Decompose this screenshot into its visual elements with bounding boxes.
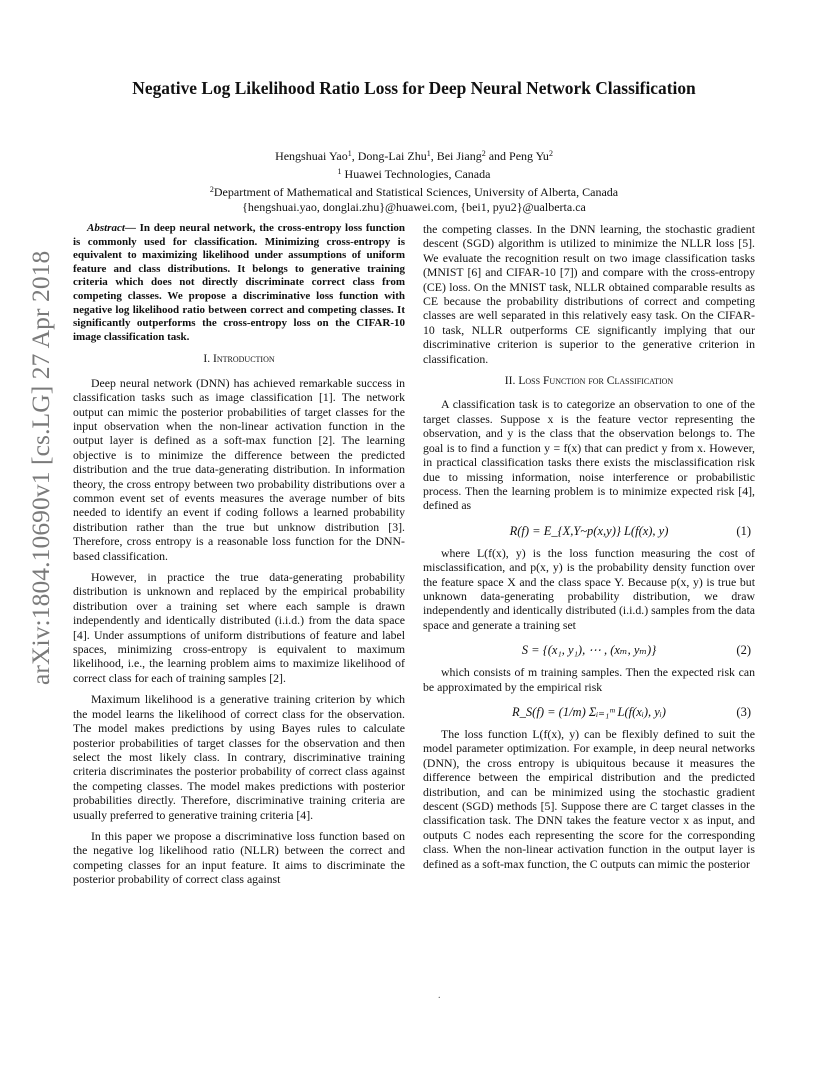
paragraph: A classification task is to categorize an observation to one of the target classes. Suppose x is the feature vector representing the observation, and y is the class that the observation belongs to. The goal is to find a function y = f(x) that can predict y from x. However, in practical classification tasks there exists the misclassification risk due to missing information, noise interference or probabilistic process. Then the learning problem is to minimize expected risk [4], defined as (423, 397, 755, 513)
paper-title: Negative Log Likelihood Ratio Loss for Deep Neural Network Classification (132, 78, 696, 98)
paragraph: The loss function L(f(x), y) can be flexibly defined to suit the model parameter optimization. For example, in deep neural networks (DNN), the cross entropy is ubiquitous because it measures the difference between the empirical distribution and the predicted distribution, and can be minimized using the stochastic gradient descent (SGD) methods [5]. Suppose there are C target classes in the classification task. The DNN takes the feature vector x as input, and outputs C nodes each representing the score for the corresponding class. When the non-linear activation function in the output layer is defined as a soft-max function, the C outputs can mimic the posterior (423, 726, 755, 871)
affil-text: Department of Mathematical and Statistical Sciences, University of Alberta, Canada (213, 185, 619, 199)
author-names (110, 146, 718, 164)
equation-expression: S = {(x₁, y₁), ⋯ , (xₘ, yₘ)} (521, 643, 657, 658)
paragraph: However, in practice the true data-generating probability distribution is unknown and replaced by the empirical probability distribution over a training set where each sample is drawn independently and identically distributed (i.i.d.) from the data space [4]. Under assumptions of uniform distributions of feature and label spaces, minimizing cross-entropy is equivalent to maximum likelihood, i.e., the learning problem aims to maximize likelihood of correct class for each of training samples [2]. (73, 570, 405, 685)
author-sup: 2 (548, 149, 553, 158)
author-name: , Dong-Lai Zhu (351, 149, 427, 163)
paragraph: the competing classes. In the DNN learning, the stochastic gradient descent (SGD) algorithm is utilized to minimize the NLLR loss [5]. We evaluate the recognition result on two image classification tasks (MNIST [6] and CIFAR-10 [7]) and compare with the cross-entropy (CE) loss. On the MNIST task, NLLR obtained comparable results as CE because the probability distributions of correct and competing classes are well separated in this relatively easy task. On the CIFAR-10 task, NLLR outperforms CE significantly implying that our discriminative criterion is superior to the generative criterion in classification. (423, 222, 755, 366)
abstract-text: — In deep neural network, the cross-entropy loss function is commonly used for classification. Minimizing cross-entropy is equivalent to maximizing likelihood under assumptions of uniform feature and class distributions. It belongs to generative training criteria which does not directly discriminate correct class from competing classes. We propose a discriminative loss function with negative log likelihood ratio between correct and competing classes. It significantly outperforms the cross-entropy loss on the CIFAR-10 image classification task. (73, 222, 405, 343)
footer-dot: . (438, 990, 441, 1001)
equation-number: (3) (736, 704, 751, 719)
affil-sup: 2 (209, 185, 214, 194)
affiliation-1 (110, 164, 718, 182)
equation-2 (423, 639, 755, 661)
paragraph: Deep neural network (DNN) has achieved remarkable success in classification tasks such as image classification [1]. The network output can mimic the posterior probabilities of target classes for the input observation when the non-linear activation function in the output layer is defined as a soft-max function [2]. The learning objective is to minimize the difference between the predicted distribution and the true data-generating distribution. In information theory, the cross entropy between two probability distributions over a common event set of events measures the average number of bits needed to identify an event if coding follows a learned probability distribution rather than the true but unknow distribution [3]. Therefore, cross entropy is a reasonable loss function for the DNN-based classification. (73, 375, 405, 563)
equation-3 (423, 701, 755, 723)
arxiv-identifier: arXiv:1804.10690v1 [cs.LG] 27 Apr 2018 (26, 250, 55, 685)
left-column (73, 222, 405, 894)
author-emails: {hengshuai.yao, donglai.zhu}@huawei.com, {bei1, pyu2}@ualberta.ca (242, 200, 586, 214)
author-sup: 1 (426, 149, 431, 158)
author-name: and Peng Yu (485, 149, 549, 163)
equation-number: (1) (736, 523, 751, 538)
affil-sup: 1 (337, 167, 342, 176)
equation-expression: R_S(f) = (1/m) Σᵢ₌₁ᵐ L(f(xᵢ), yᵢ) (512, 704, 666, 719)
paragraph: where L(f(x), y) is the loss function measuring the cost of misclassification, and p(x, y) is the probability density function over the feature space X and the class space Y. Because p(x, y) is true but unknown data-generating probability distribution, we draw independently and identically distributed (i.i.d.) samples from the data space and generate a training set (423, 545, 755, 632)
affiliation-2 (110, 182, 718, 200)
paragraph: which consists of m training samples. Then the expected risk can be approximated by the empirical risk (423, 665, 755, 694)
abstract (73, 222, 405, 344)
equation-1 (423, 520, 755, 542)
author-block (110, 146, 718, 215)
section-heading-loss-function: II. Loss Function for Classification (504, 374, 674, 388)
author-sup: 2 (481, 149, 486, 158)
author-name: , Bei Jiang (430, 149, 482, 163)
affil-text: Huawei Technologies, Canada (341, 167, 491, 181)
author-sup: 1 (347, 149, 352, 158)
equation-expression: R(f) = E_{X,Y~p(x,y)} L(f(x), y) (509, 523, 669, 538)
right-column (423, 222, 755, 878)
equation-number: (2) (736, 643, 751, 658)
section-heading-introduction: I. Introduction (203, 352, 275, 366)
paragraph: In this paper we propose a discriminative loss function based on the negative log likelihood ratio (NLLR) between the correct and competing classes for an input feature. It aims to discriminate the posterior probability of correct class against (73, 828, 405, 887)
author-name: Hengshuai Yao (275, 149, 348, 163)
paragraph: Maximum likelihood is a generative training criterion by which the model learns the likelihood of correct class for the observation. The model makes predictions by using Bayes rules to calculate posterior probabilities of target classes for the observation and then select the most likely class. In contrary, discriminative training criteria discriminates the posterior probability of correct class against the competing classes. The model makes predictions with posterior probabilities directly. Therefore, discriminative training criteria are usually preferred to generative training criteria [4]. (73, 692, 405, 822)
abstract-label: Abstract (87, 222, 125, 234)
